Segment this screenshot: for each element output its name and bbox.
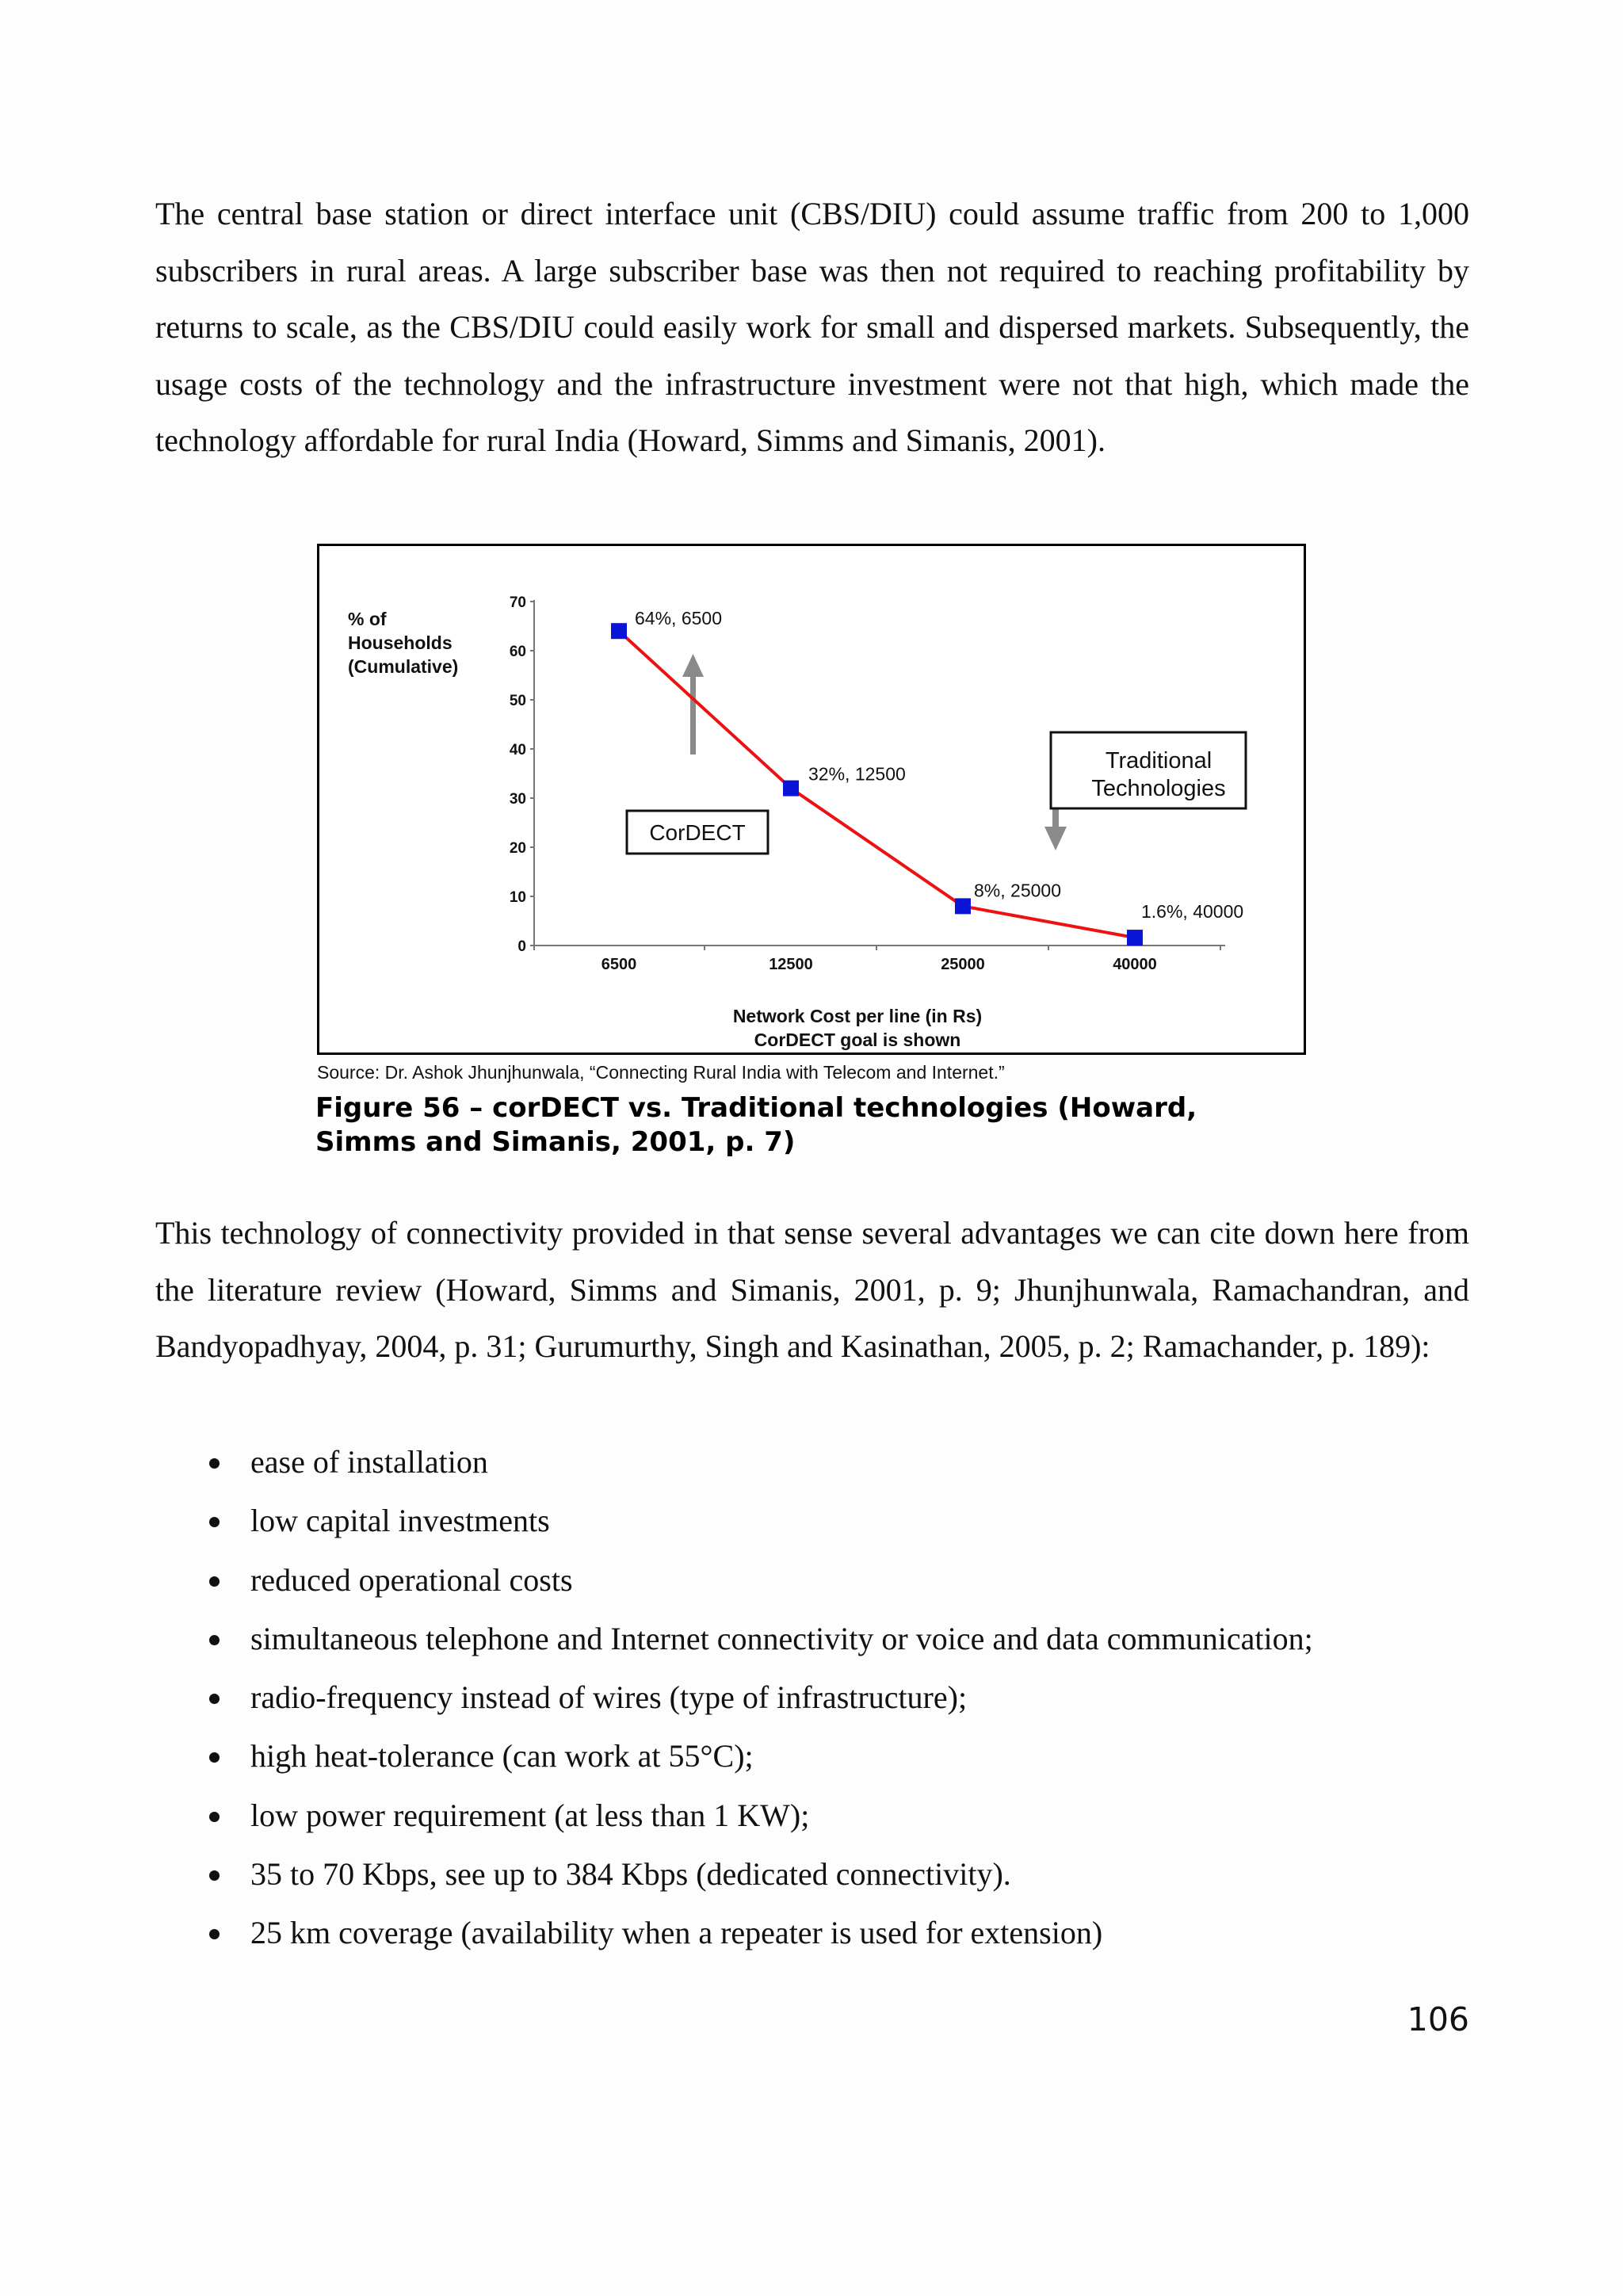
data-point-marker (611, 623, 627, 639)
traditional-annotation (1044, 732, 1246, 850)
traditional-label-line-2: Technologies (1091, 776, 1226, 801)
traditional-arrow-head (1044, 827, 1067, 850)
bullet-icon (209, 1576, 220, 1587)
list-item (198, 1845, 1313, 1904)
y-axis-label-line-1: % of (348, 609, 387, 629)
list-item-text: reduced operational costs (250, 1561, 573, 1598)
list-item (198, 1668, 1313, 1727)
line-chart (319, 546, 1304, 1052)
x-tick-label: 25000 (941, 956, 985, 973)
y-tick-label: 50 (509, 693, 526, 709)
list-item (198, 1904, 1313, 1962)
bullet-icon (209, 1929, 220, 1939)
bullet-icon (209, 1517, 220, 1527)
data-point-label: 1.6%, 40000 (1141, 901, 1244, 923)
data-point-marker (1127, 930, 1143, 946)
cordect-annotation (627, 654, 768, 854)
y-tick-label: 20 (509, 840, 526, 857)
bullet-icon (209, 1694, 220, 1704)
y-tick-label: 10 (509, 889, 526, 906)
data-point-label: 32%, 12500 (808, 763, 906, 785)
figure-caption (315, 1091, 1266, 1159)
bullet-icon (209, 1870, 220, 1881)
list-item-text: simultaneous telephone and Internet connectivity or voice and data communication; (250, 1620, 1313, 1656)
y-tick-label: 40 (509, 742, 526, 758)
data-point-label: 8%, 25000 (974, 880, 1061, 901)
figure-caption-line-2: Simms and Simanis, 2001, p. 7) (315, 1126, 796, 1158)
advantages-list (198, 1433, 1313, 1963)
list-item-text: low power requirement (at less than 1 KW); (250, 1797, 810, 1833)
y-tick-label: 70 (509, 594, 526, 611)
bullet-icon (209, 1458, 220, 1469)
figure-source: Source: Dr. Ashok Jhunjhunwala, “Connecting Rural India with Telecom and Internet.” (317, 1062, 1005, 1083)
list-item-text: 35 to 70 Kbps, see up to 384 Kbps (dedicated connectivity). (250, 1856, 1011, 1893)
y-axis-label-line-3: (Cumulative) (348, 656, 459, 677)
list-item-text: low capital investments (250, 1503, 550, 1539)
figure-chart-frame (317, 544, 1306, 1055)
page-number: 106 (1407, 2000, 1469, 2038)
y-axis-label-line-2: Households (348, 632, 453, 653)
y-tick-label: 30 (509, 791, 526, 808)
list-item (198, 1727, 1313, 1786)
y-tick-label: 0 (517, 938, 526, 955)
list-item (198, 1786, 1313, 1845)
list-item-text: high heat-tolerance (can work at 55°C); (250, 1738, 754, 1775)
traditional-label-line-1: Traditional (1105, 748, 1212, 774)
x-axis-label-line-2: CorDECT goal is shown (754, 1030, 961, 1050)
bullet-icon (209, 1752, 220, 1763)
figure-caption-line-1: Figure 56 – corDECT vs. Traditional technologies (Howard, (315, 1092, 1197, 1124)
list-item-text: ease of installation (250, 1444, 488, 1480)
x-axis-label-line-1: Network Cost per line (in Rs) (732, 1006, 983, 1026)
data-point-marker (783, 781, 799, 797)
data-point-label: 64%, 6500 (635, 608, 722, 629)
paragraph-advantages: This technology of connectivity provided in that sense several advantages we can cite down here from the literature review (Howard, Simms and Simanis, 2001, p. 9; Jhunjhunwala, Ramachandran, and Bandyopadhyay, 2004, p. 31; Gurumurthy, Singh and Kasinathan, 2005, p. 2; Ramachander, p. 189): (155, 1215, 1469, 1364)
paragraph-intro: The central base station or direct interface unit (CBS/DIU) could assume traffic from 200 to 1,000 subscribers in rural areas. A large subscriber base was then not required to reaching profitability by returns to scale, as the CBS/DIU could easily work for small and dispersed markets. Subsequently, the usage costs of the technology and the infrastructure investment were not that high, which made the technology affordable for rural India (Howard, Simms and Simanis, 2001). (155, 196, 1469, 458)
bullet-icon (209, 1635, 220, 1645)
y-tick-label: 60 (509, 644, 526, 660)
cordect-arrow-shaft (690, 677, 696, 755)
data-point-marker (955, 898, 971, 914)
list-item-text: radio-frequency instead of wires (type of infrastructure); (250, 1679, 968, 1716)
list-item (198, 1492, 1313, 1550)
list-item-text: 25 km coverage (availability when a repeater is used for extension) (250, 1915, 1103, 1951)
x-tick-label: 12500 (769, 956, 813, 973)
x-tick-label: 6500 (601, 956, 637, 973)
x-tick-label: 40000 (1113, 956, 1157, 973)
cordect-arrow-head (682, 654, 704, 677)
list-item (198, 1433, 1313, 1492)
list-item (198, 1610, 1313, 1668)
list-item (198, 1551, 1313, 1610)
cordect-label: CorDECT (649, 820, 746, 845)
bullet-icon (209, 1812, 220, 1822)
